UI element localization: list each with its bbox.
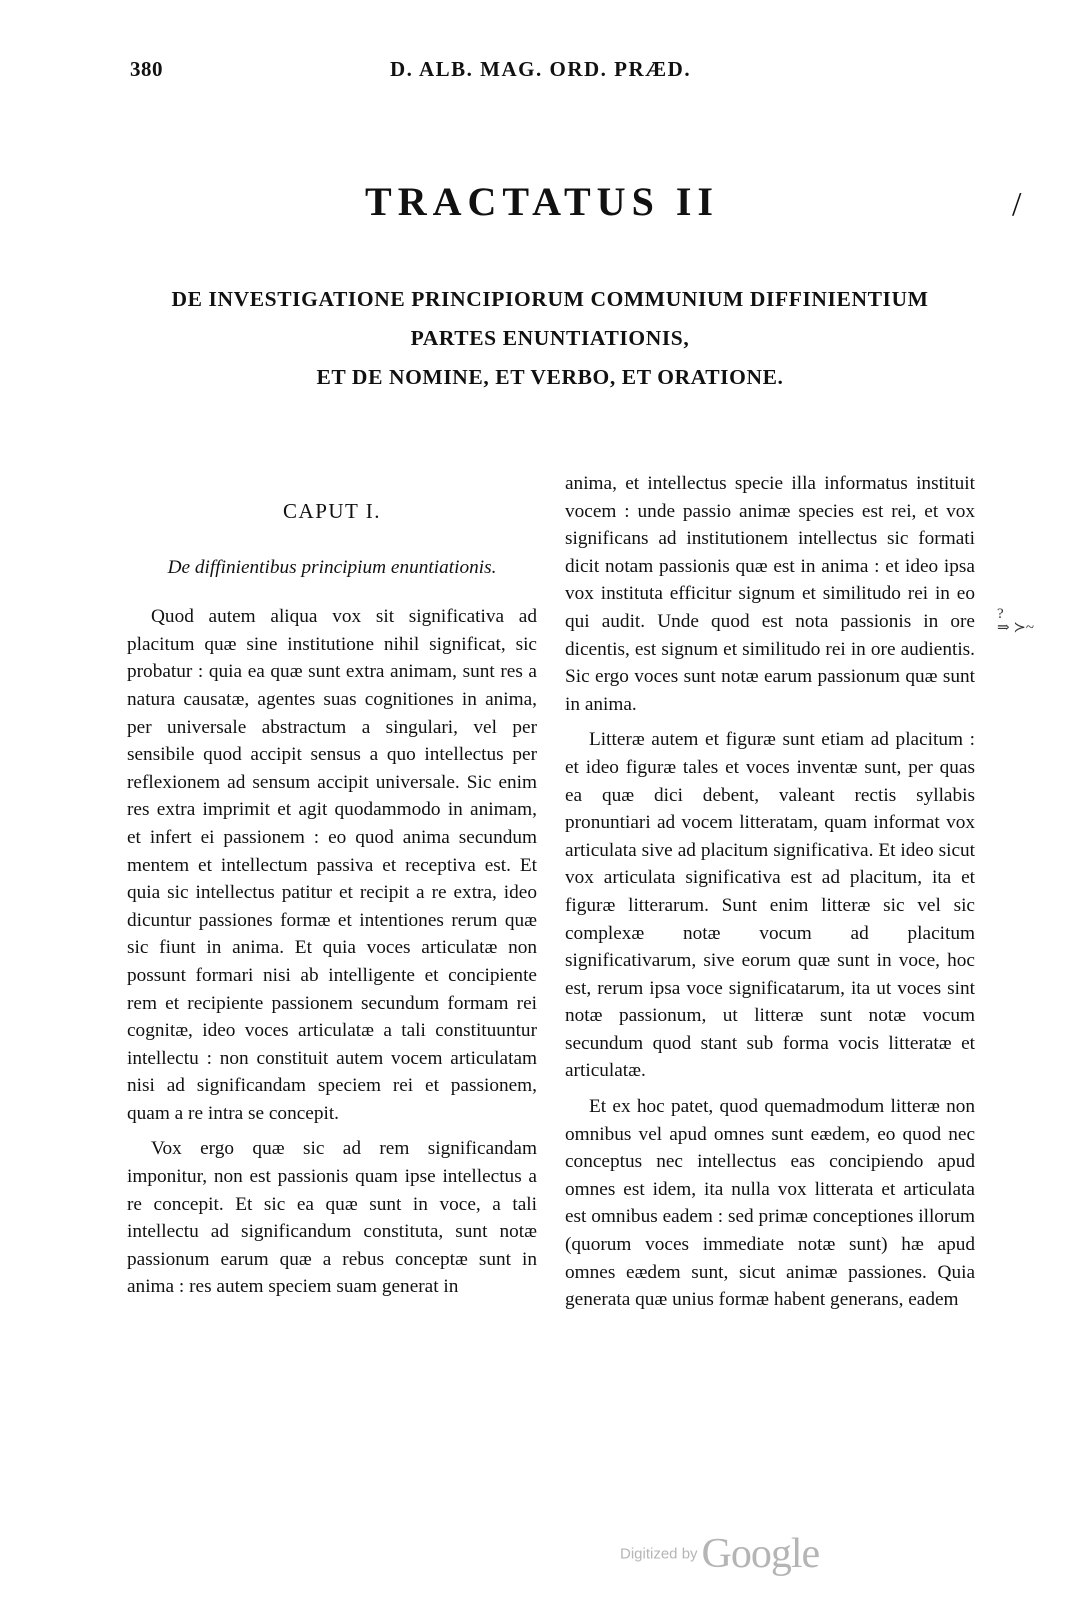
paragraph: Et ex hoc patet, quod quemadmodum litteræ non omnibus vel apud omnes sunt eædem, eo quod nec conceptus nec intellectus eas concipiendo apud omnes est idem, ita nulla vox litterata et articulata est omnibus eadem : sed primæ conceptiones illorum (quorum voces immediate notæ sunt) hæ apud omnes eædem sunt, sicut animæ passiones. Quia generata quæ unius formæ habent generans, eadem [565,1096,975,1311]
subtitle-line: ET DE NOMINE, ET VERBO, ET ORATIONE. [316,365,784,389]
chapter-heading: CAPUT I. [283,499,381,523]
right-column [565,470,975,1322]
google-logo: Google [701,1531,820,1577]
page-number: 380 [130,57,163,81]
treatise-title: TRACTATUS II [365,179,719,224]
subtitle-line: PARTES ENUNTIATIONIS, [410,326,690,350]
google-watermark [620,1530,819,1578]
digitized-by-label: Digitized by [620,1545,698,1563]
paragraph: anima, et intellectus specie illa informatus instituit vocem : unde passio animæ species est rei, et vox significans ad institutionem intellectus sic formati dicit notam passionis quæ est in anima : et ideo ipsa vox instituta efficitur signum et similitudo rei in eo qui audit. Unde quod est nota passionis in ore dicentis, est signum et similitudo rei in ore audientis. Sic ergo voces sunt notæ earum passionum quæ sunt in anima. [565,473,975,715]
margin-slash-mark: / [1012,186,1022,223]
subtitle-line: DE INVESTIGATIONE PRINCIPIORUM COMMUNIUM DIFFINIENTIUM [171,287,929,311]
running-head [130,57,970,87]
paragraph: Quod autem aliqua vox sit significativa ad placitum quæ sine institutione nihil significat, sic probatur : quia ea quæ sunt extra animam, sunt res a natura causatæ, agentes suas cognitiones in anima, per universale abstractum a singulari, vel per sensibile quod accipit sensus a quo intellectus per reflexionem ad sensum accipit universale. Sic enim res extra imprimit et agit quodammodo in animam, et infert ei passionem : eo quod anima secundum mentem et intellectum passiva et receptiva est. Et quia sic intellectus patitur et recipit a re extra, ideo dicuntur passiones formæ et intentiones rerum quæ sic fiunt in anima. Et quia voces articulatæ non possunt formari nisi ab intelligente et concipiente rem et recipiente passionem secundum formam rei cognitæ, ideo voces articulatæ a tali constituuntur intellectu : non constituit autem vocem articulatam nisi ad significandam speciem rei et passionem, quam a re intra se concepit. [127,606,537,1124]
paragraph: Litteræ autem et figuræ sunt etiam ad placitum : et ideo figuræ tales et voces inventæ sunt, per quas ea quæ dici debent, valeant rectis syllabis pronuntiari ad vocem litteratam, quam informat vox articulata sive ad placitum significativa. Et ideo sicut vox articulata significativa est ad placitum, ita et figuræ litterarum. Sunt enim litteræ sic vel sic complexæ notæ vocum ad placitum significativarum, sive eorum quæ sunt in voce, hoc est, rerum ipsa voce significatarum, ita ut voces sint notæ passionum, ut litteræ sunt notæ vocum secundum quod stant sub forma vocis litteratæ et articulatæ. [565,729,975,1082]
running-title: D. ALB. MAG. ORD. PRÆD. [390,57,692,81]
left-column [127,498,537,1309]
treatise-subtitle [120,280,980,397]
chapter-title: De diffinientibus principium enuntiationis. [167,556,497,578]
paragraph: Vox ergo quæ sic ad rem significandam imponitur, non est passionis quam ipse intellectus a re concepit. Et sic ea quæ sunt in voce, a tali intellectu ad significandum constituta, sunt notæ passionum earum quæ a rebus conceptæ sunt in anima : res autem speciem suam generat in [127,1138,537,1298]
handwritten-marginal-note: ? ⇒ ≻~ [997,606,1035,636]
